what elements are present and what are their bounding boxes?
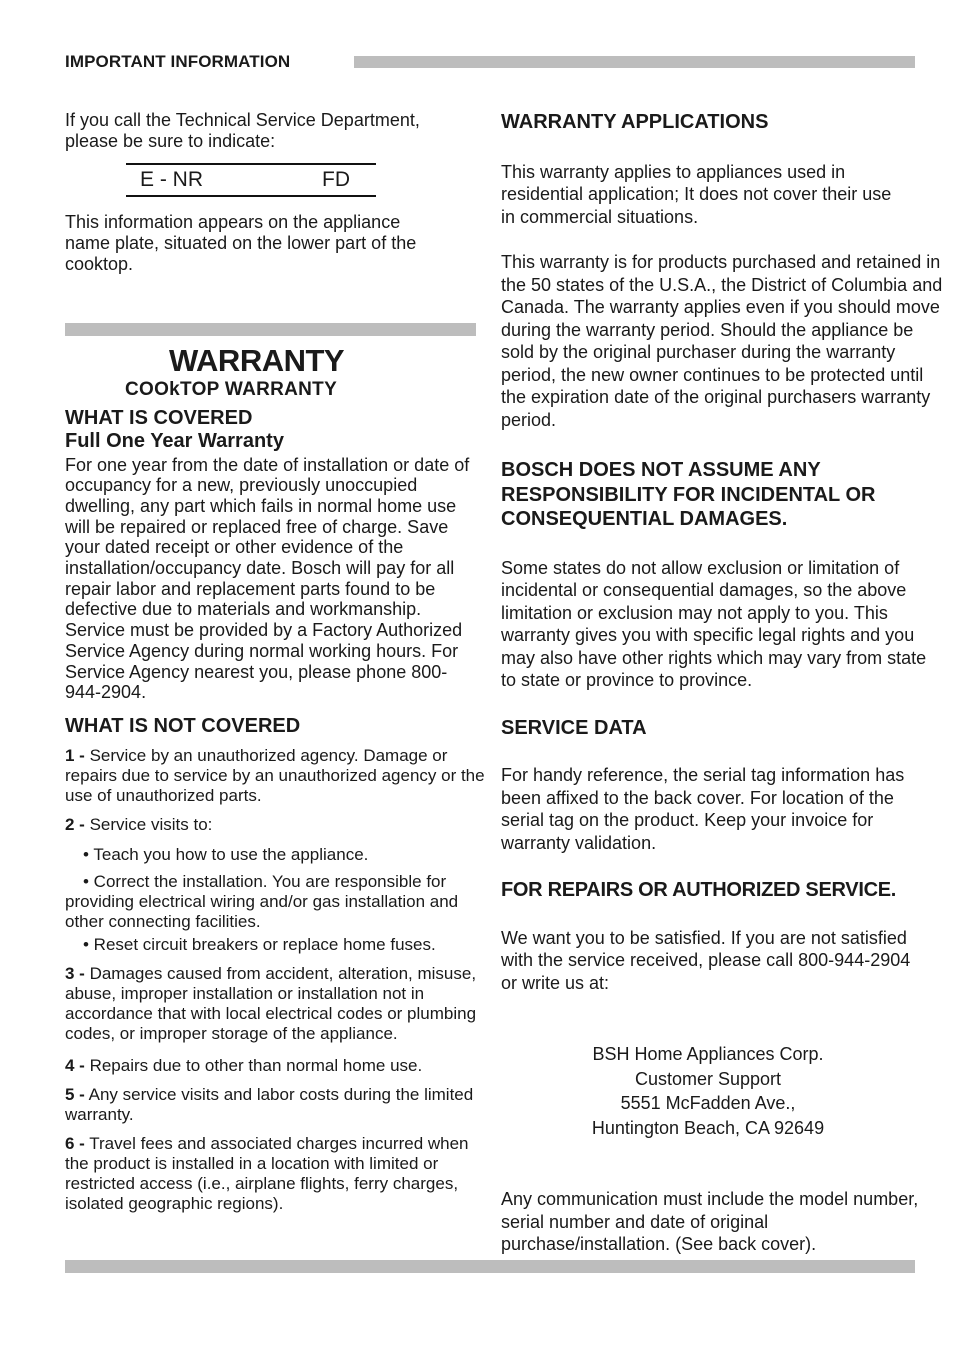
- left-column: [65, 110, 490, 1214]
- applications-text-2: This warranty is for products purchased and retained in the 50 states of the U.S.A., the District of Columbia and Canada. The warranty applies even if you should move during the warranty period. Should the appliance be sold by the original purchaser during the warranty period, the new owner continues to be protected until the expiration date of the original purchasers warranty period.: [501, 252, 943, 430]
- address-line: Huntington Beach, CA 92649: [591, 1117, 825, 1138]
- not-covered-heading: WHAT IS NOT COVERED: [65, 714, 301, 737]
- address-line: Customer Support: [634, 1068, 782, 1089]
- fd-label: FD: [322, 168, 350, 192]
- covered-subheading: Full One Year Warranty: [65, 429, 284, 452]
- list-item: 6 - Travel fees and associated charges incurred when the product is installed in a location with limited or restricted access (i.e., airplane flights, ferry charges, isolated geographic regions).: [65, 1133, 469, 1213]
- covered-heading: WHAT IS COVERED: [65, 406, 253, 429]
- service-data-heading: SERVICE DATA: [501, 716, 647, 739]
- warranty-divider-bar: [65, 323, 476, 336]
- warranty-subtitle: COOkTOP WARRANTY: [125, 378, 338, 400]
- list-item: 2 - Service visits to:: [65, 814, 213, 834]
- mailing-address: [501, 1042, 915, 1140]
- model-number-box: [126, 163, 376, 197]
- service-data-text: For handy reference, the serial tag information has been affixed to the back cover. For location of the serial tag on the product. Keep your invoice for warranty validation.: [501, 765, 905, 853]
- service-intro-text: If you call the Technical Service Department, please be sure to indicate:: [65, 110, 420, 151]
- disclaimer-heading: BOSCH DOES NOT ASSUME ANY RESPONSIBILITY FOR INCIDENTAL OR CONSEQUENTIAL DAMAGES.: [501, 459, 876, 530]
- disclaimer-text: Some states do not allow exclusion or limitation of incidental or consequential damages, so the above limitation or exclusion may not apply to you. This warranty gives you with specific legal rights and you may also have other rights which may vary from state to state or province to province.: [501, 557, 927, 690]
- list-item: 4 - Repairs due to other than normal home use.: [65, 1055, 423, 1075]
- covered-text: For one year from the date of installation or date of occupancy for a new, previously unoccupied dwelling, any part which fails in normal home use will be repaired or replaced free of charge. Save your dated receipt or other evidence of the installation/occupancy date. Bosch will pay for all repair labor and replacement parts found to be defective due to materials and workmanship. Service must be provided by a Factory Authorized Service Agency during normal working hours. For Service Agency nearest you, please phone 800-944-2904.: [65, 454, 470, 703]
- footer-divider-bar: [65, 1260, 915, 1273]
- warranty-title: WARRANTY: [169, 342, 345, 378]
- bullet-item: • Reset circuit breakers or replace home fuses.: [83, 934, 436, 954]
- communication-text: Any communication must include the model number, serial number and date of original purchase/installation. (See back cover).: [501, 1189, 919, 1254]
- repairs-text: We want you to be satisfied. If you are not satisfied with the service received, please call 800-944-2904 or write us at:: [501, 927, 911, 993]
- repairs-heading: FOR REPAIRS OR AUTHORIZED SERVICE.: [501, 879, 897, 901]
- bullet-item: • Correct the installation. You are responsible for providing electrical wiring and/or gas installation and other connecting facilities.: [65, 871, 459, 931]
- header-divider-bar: [354, 56, 915, 68]
- applications-heading: WARRANTY APPLICATIONS: [501, 111, 769, 133]
- applications-text-1: This warranty applies to appliances used in residential application; It does not cover their use in commercial situations.: [501, 161, 892, 227]
- list-item: 1 - Service by an unauthorized agency. Damage or repairs due to service by an unauthorized agency or the use of unauthorized parts.: [65, 745, 485, 805]
- list-item: 5 - Any service visits and labor costs during the limited warranty.: [65, 1084, 474, 1124]
- list-item: 3 - Damages caused from accident, alteration, misuse, abuse, improper installation or installation not in accordance that with local electrical codes or plumbing codes, or improper storage of the appliance.: [65, 963, 477, 1043]
- section-header-title: IMPORTANT INFORMATION: [65, 52, 291, 71]
- plate-info-text: This information appears on the appliance name plate, situated on the lower part of the cooktop.: [65, 212, 417, 274]
- address-line: BSH Home Appliances Corp.: [592, 1044, 824, 1064]
- right-column: [501, 110, 951, 1256]
- address-line: 5551 McFadden Ave.,: [620, 1093, 796, 1113]
- enr-label: E - NR: [140, 168, 203, 192]
- bullet-item: • Teach you how to use the appliance.: [83, 844, 369, 864]
